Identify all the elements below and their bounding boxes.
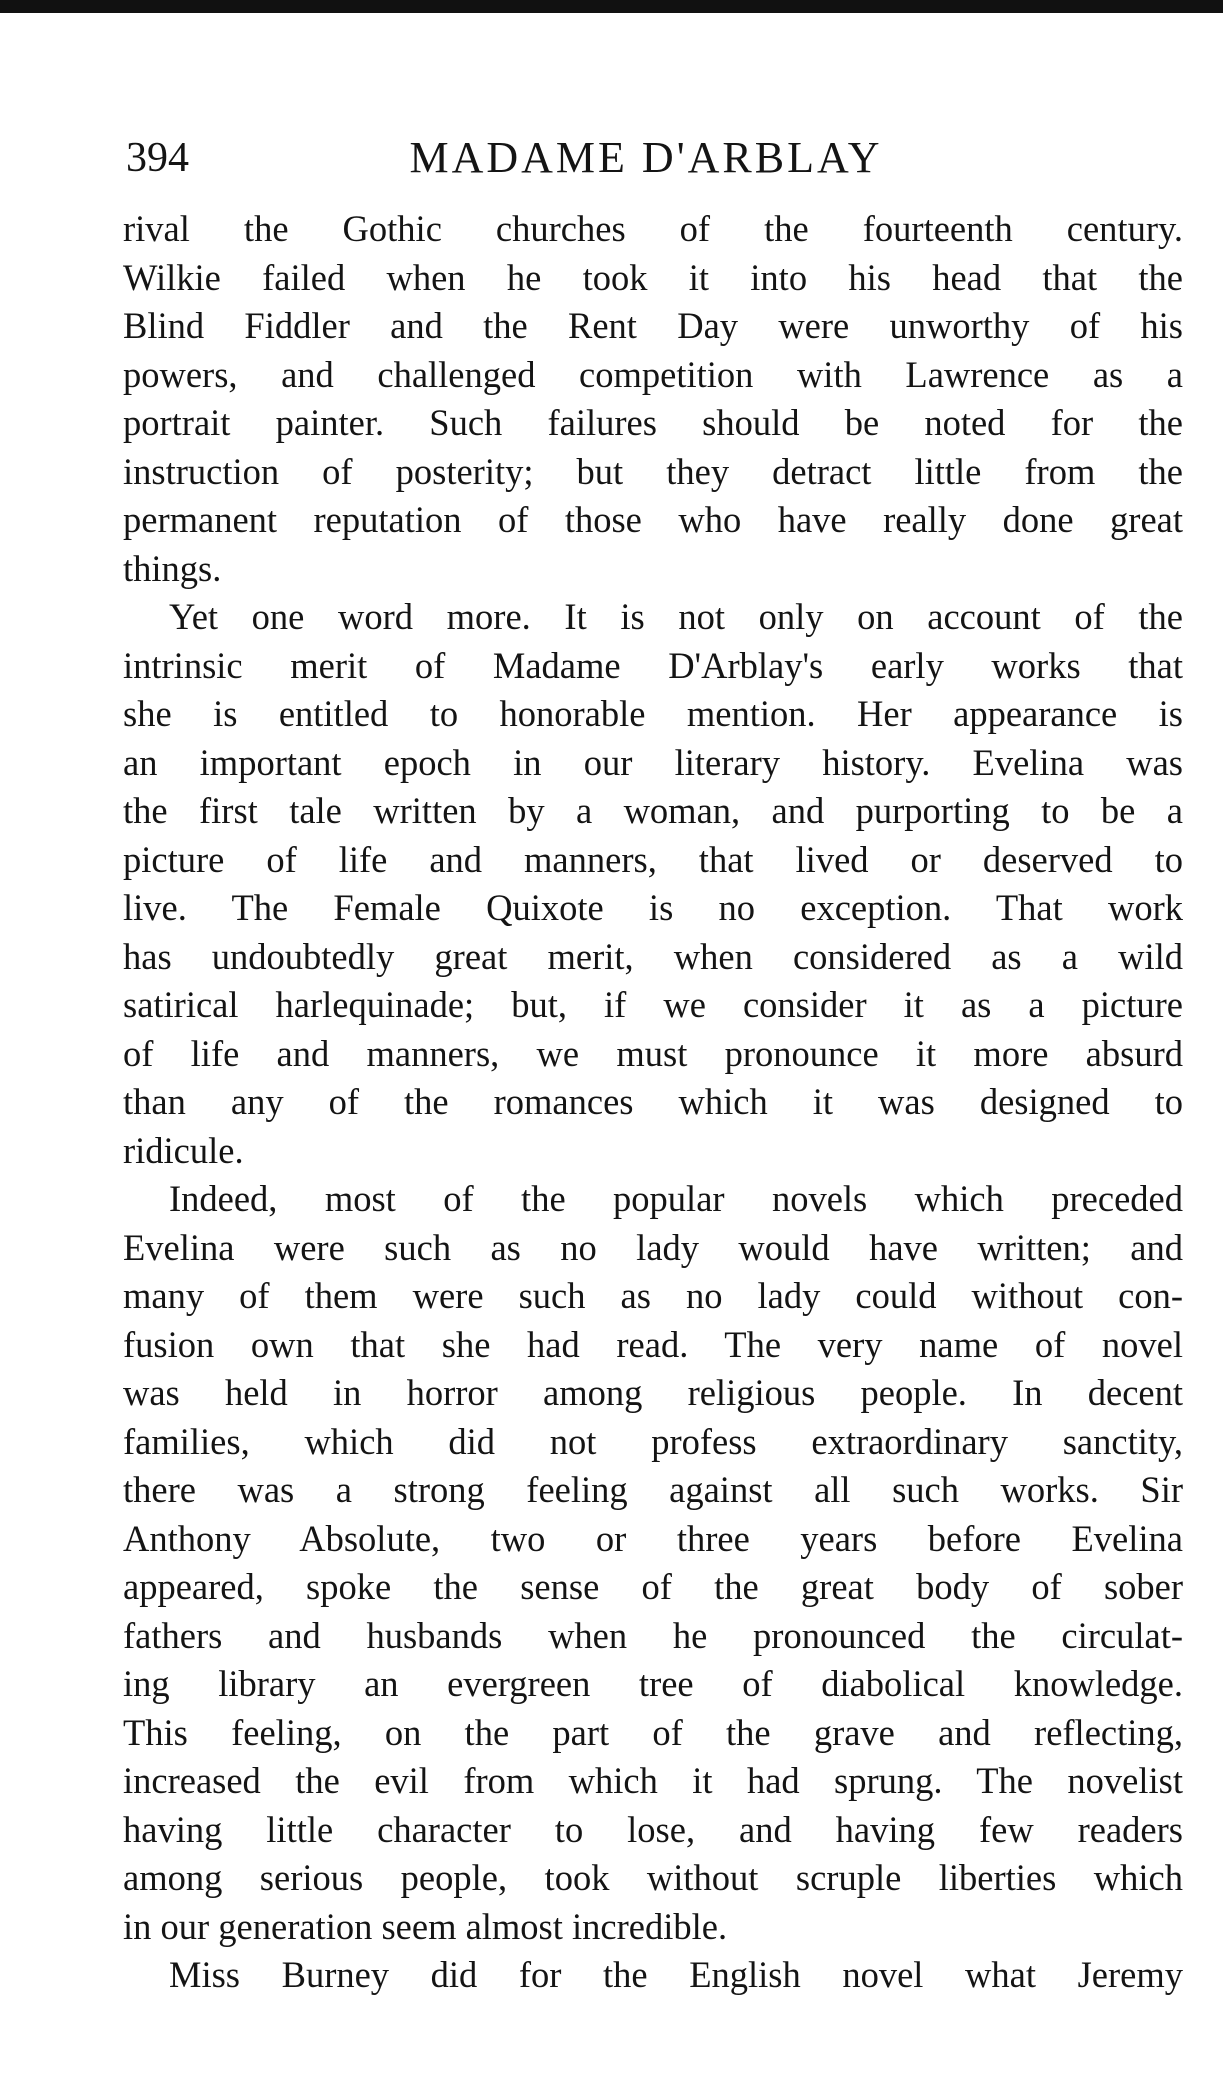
text-line: an important epoch in our literary history. Evelina was bbox=[123, 741, 1183, 783]
text-line: Evelina were such as no lady would have written; and bbox=[123, 1226, 1183, 1268]
text-line-paragraph-end: in our generation seem almost incredible. bbox=[123, 1905, 728, 1947]
text-line-paragraph-start: Miss Burney did for the English novel what Jeremy bbox=[169, 1954, 1183, 1995]
text-line: Anthony Absolute, two or three years before Evelina bbox=[123, 1517, 1183, 1559]
text-line: than any of the romances which it was designed to bbox=[123, 1081, 1183, 1122]
page-header bbox=[126, 128, 1186, 188]
text-line: Wilkie failed when he took it into his head that the bbox=[123, 256, 1183, 298]
text-line: was held in horror among religious people. In decent bbox=[123, 1372, 1183, 1413]
text-line: among serious people, took without scruple liberties which bbox=[123, 1857, 1183, 1898]
text-line-paragraph-start: Indeed, most of the popular novels which preceded bbox=[169, 1178, 1183, 1219]
text-line: appeared, spoke the sense of the great body of sober bbox=[123, 1566, 1183, 1607]
running-head: MADAME D'ARBLAY bbox=[409, 133, 883, 182]
text-line-paragraph-start: Yet one word more. It is not only on account of the bbox=[169, 596, 1183, 637]
text-line: intrinsic merit of Madame D'Arblay's early works that bbox=[123, 644, 1183, 686]
text-line: ing library an evergreen tree of diabolical knowledge. bbox=[123, 1663, 1183, 1704]
top-border-rule bbox=[0, 0, 1223, 13]
text-line: satirical harlequinade; but, if we consider it as a picture bbox=[123, 984, 1183, 1025]
text-line: powers, and challenged competition with Lawrence as a bbox=[123, 353, 1183, 395]
text-line: fathers and husbands when he pronounced the circulat- bbox=[123, 1614, 1183, 1656]
text-line: fusion own that she had read. The very name of novel bbox=[123, 1323, 1183, 1365]
text-line: Blind Fiddler and the Rent Day were unworthy of his bbox=[123, 305, 1183, 346]
text-line: picture of life and manners, that lived or deserved to bbox=[123, 838, 1183, 880]
text-line: permanent reputation of those who have really done great bbox=[123, 499, 1183, 540]
text-line: families, which did not profess extraordinary sanctity, bbox=[123, 1420, 1183, 1462]
page-number: 394 bbox=[126, 135, 189, 181]
text-line: This feeling, on the part of the grave and reflecting, bbox=[123, 1711, 1183, 1753]
text-line: many of them were such as no lady could without con- bbox=[123, 1275, 1183, 1316]
text-line: live. The Female Quixote is no exception. That work bbox=[123, 887, 1183, 928]
text-line-paragraph-end: things. bbox=[123, 547, 222, 589]
text-line: portrait painter. Such failures should be noted for the bbox=[123, 402, 1183, 443]
text-line: there was a strong feeling against all such works. Sir bbox=[123, 1469, 1183, 1510]
text-line: she is entitled to honorable mention. Her appearance is bbox=[123, 693, 1183, 734]
text-line: having little character to lose, and having few readers bbox=[123, 1808, 1183, 1850]
text-line: has undoubtedly great merit, when considered as a wild bbox=[123, 935, 1183, 977]
text-line: rival the Gothic churches of the fourteenth century. bbox=[123, 208, 1183, 249]
text-line: of life and manners, we must pronounce it more absurd bbox=[123, 1032, 1183, 1074]
text-line: instruction of posterity; but they detract little from the bbox=[123, 450, 1183, 492]
text-line-paragraph-end: ridicule. bbox=[123, 1129, 244, 1171]
text-line: increased the evil from which it had sprung. The novelist bbox=[123, 1760, 1183, 1801]
body-text bbox=[123, 205, 1183, 2000]
text-line: the first tale written by a woman, and purporting to be a bbox=[123, 790, 1183, 831]
